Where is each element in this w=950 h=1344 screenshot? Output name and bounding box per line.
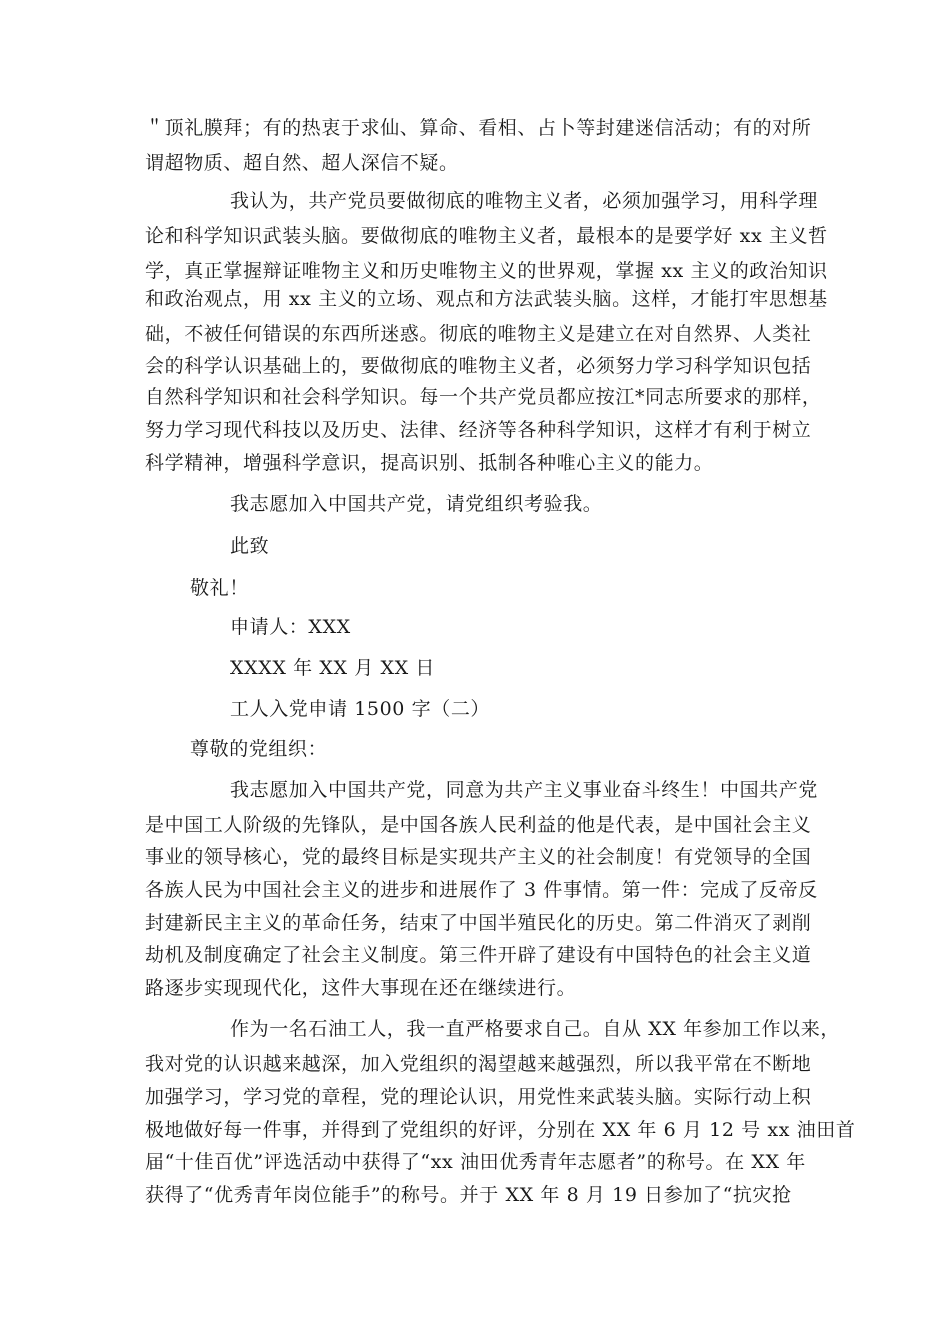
paragraph-2-line-2: 论和科学知识武装头脑。要做彻底的唯物主义者，最根本的是要学好 xx 主义哲 xyxy=(145,225,828,247)
salutation: 尊敬的党组织： xyxy=(190,738,328,760)
paragraph-4-line-2: 是中国工人阶级的先锋队，是中国各族人民利益的他是代表，是中国社会主义 xyxy=(145,814,812,836)
paragraph-2-line-8: 努力学习现代科技以及历史、法律、经济等各种科学知识，这样才有利于树立 xyxy=(145,419,812,441)
paragraph-5-line-1: 作为一名石油工人，我一直严格要求自己。自从 XX 年参加工作以来， xyxy=(230,1018,840,1040)
paragraph-4-line-4: 各族人民为中国社会主义的进步和进展作了 3 件事情。第一件：完成了反帝反 xyxy=(145,879,818,901)
paragraph-2-line-3: 学，真正掌握辩证唯物主义和历史唯物主义的世界观，掌握 xx 主义的政治知识 xyxy=(145,260,828,282)
paragraph-3: 我志愿加入中国共产党，请党组织考验我。 xyxy=(230,493,603,515)
paragraph-2-line-5: 础，不被任何错误的东西所迷惑。彻底的唯物主义是建立在对自然界、人类社 xyxy=(145,323,812,345)
date-line: XXXX 年 XX 月 XX 日 xyxy=(230,657,436,679)
closing-jingli: 敬礼！ xyxy=(190,577,249,599)
paragraph-2-line-7: 自然科学知识和社会科学知识。每一个共产党员都应按江*同志所要求的那样， xyxy=(145,386,822,408)
paragraph-4-line-5: 封建新民主主义的革命任务，结束了中国半殖民化的历史。第二件消灭了剥削 xyxy=(145,912,812,934)
closing-cizhi: 此致 xyxy=(230,535,270,557)
paragraph-5-line-6: 获得了“优秀青年岗位能手”的称号。并于 XX 年 8 月 19 日参加了“抗灾抢 xyxy=(145,1184,792,1206)
paragraph-2-line-6: 会的科学认识基础上的，要做彻底的唯物主义者，必须努力学习科学知识包括 xyxy=(145,355,812,377)
paragraph-5-line-3: 加强学习，学习党的章程，党的理论认识，用党性来武装头脑。实际行动上积 xyxy=(145,1086,812,1108)
paragraph-5-line-4: 极地做好每一件事，并得到了党组织的好评，分别在 XX 年 6 月 12 号 xx 油田首 xyxy=(145,1119,856,1141)
paragraph-2-line-4: 和政治观点，用 xx 主义的立场、观点和方法武装头脑。这样，才能打牢思想基 xyxy=(145,288,828,310)
paragraph-4-line-3: 事业的领导核心，党的最终目标是实现共产主义的社会制度！有党领导的全国 xyxy=(145,846,812,868)
paragraph-4-line-7: 路逐步实现现代化，这件大事现在还在继续进行。 xyxy=(145,977,577,999)
paragraph-2-line-1: 我认为，共产党员要做彻底的唯物主义者，必须加强学习，用科学理 xyxy=(230,190,819,212)
paragraph-4-line-1: 我志愿加入中国共产党，同意为共产主义事业奋斗终生！中国共产党 xyxy=(230,779,819,801)
paragraph-2-line-9: 科学精神，增强科学意识，提高识别、抵制各种唯心主义的能力。 xyxy=(145,452,714,474)
paragraph-1-line-1: ＂顶礼膜拜；有的热衷于求仙、算命、看相、占卜等封建迷信活动；有的对所 xyxy=(145,117,812,139)
paragraph-4-line-6: 劫机及制度确定了社会主义制度。第三件开辟了建设有中国特色的社会主义道 xyxy=(145,944,812,966)
paragraph-1-line-2: 谓超物质、超自然、超人深信不疑。 xyxy=(145,152,459,174)
paragraph-5-line-5: 届“十佳百优”评选活动中获得了“xx 油田优秀青年志愿者”的称号。在 XX 年 xyxy=(145,1151,806,1173)
section-title: 工人入党申请 1500 字（二） xyxy=(230,698,491,720)
applicant-line: 申请人：XXX xyxy=(230,616,351,638)
paragraph-5-line-2: 我对党的认识越来越深，加入党组织的渴望越来越强烈，所以我平常在不断地 xyxy=(145,1053,812,1075)
